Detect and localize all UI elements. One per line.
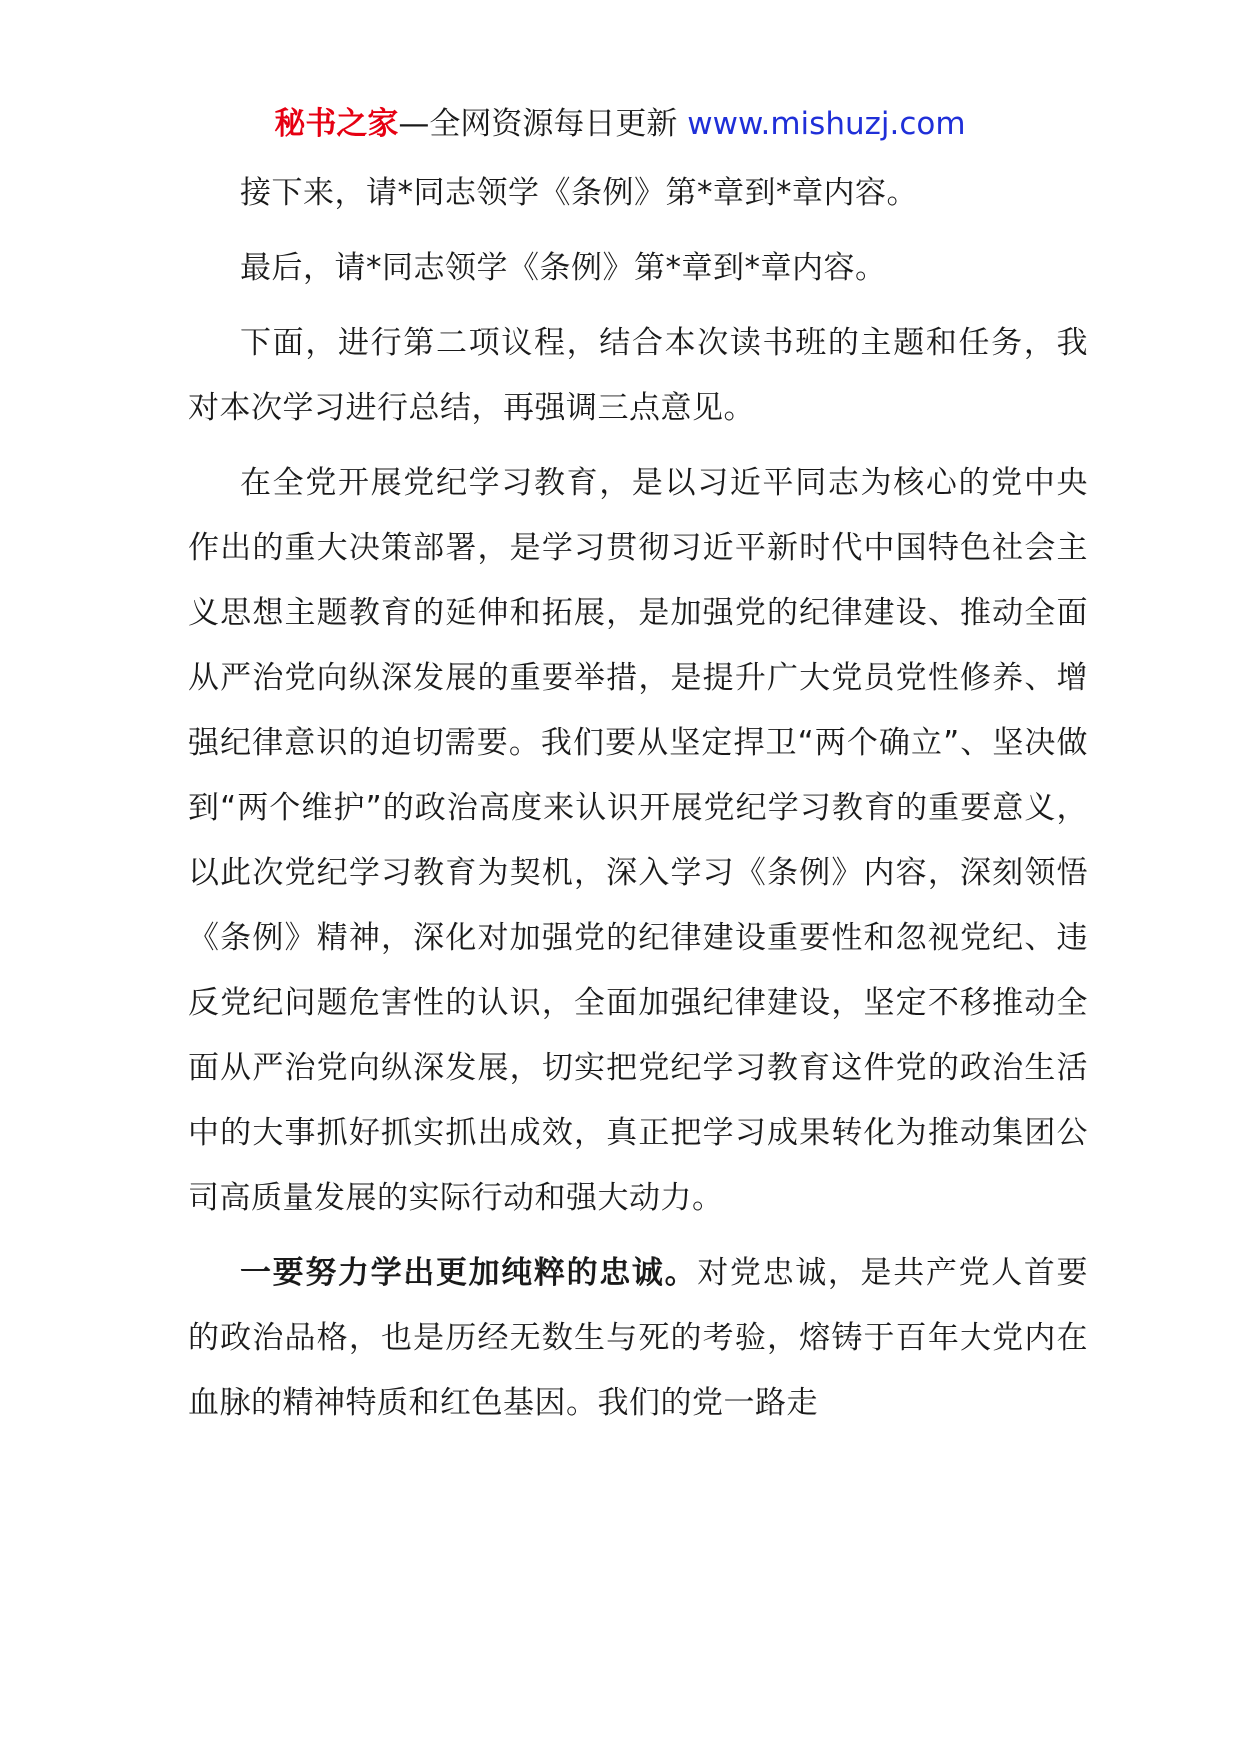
header-tagline: —全网资源每日更新 <box>398 106 688 142</box>
page-header <box>0 102 1240 146</box>
paragraph <box>188 236 1088 301</box>
paragraph-heading: 一要努力学出更加纯粹的忠诚。 <box>240 1255 698 1291</box>
paragraph-text: 下面，进行第二项议程，结合本次读书班的主题和任务，我对本次学习进行总结，再强调三点意见。 <box>188 325 1088 426</box>
paragraph <box>188 1241 1088 1436</box>
paragraph-text: 对党忠诚，是共产党人首要的政治品格，也是历经无数生与死的考验，熔铸于百年大党内在血脉的精神特质和红色基因。我们的党一路走 <box>188 1255 1089 1421</box>
brand-name: 秘书之家 <box>274 106 399 142</box>
paragraph <box>188 161 1088 226</box>
paragraph-text: 接下来，请*同志领学《条例》第*章到*章内容。 <box>240 175 918 211</box>
paragraph <box>188 311 1088 441</box>
paragraph-text: 在全党开展党纪学习教育，是以习近平同志为核心的党中央作出的重大决策部署，是学习贯彻习近平新时代中国特色社会主义思想主题教育的延伸和拓展，是加强党的纪律建设、推动全面从严治党向纵深发展的重要举措，是提升广大党员党性修养、增强纪律意识的迫切需要。我们要从坚定捍卫“两个确立”、坚决做到“两个维护”的政治高度来认识开展党纪学习教育的重要意义，以此次党纪学习教育为契机，深入学习《条例》内容，深刻领悟《条例》精神，深化对加强党的纪律建设重要性和忽视党纪、违反党纪问题危害性的认识，全面加强纪律建设，坚定不移推动全面从严治党向纵深发展，切实把党纪学习教育这件党的政治生活中的大事抓好抓实抓出成效，真正把学习成果转化为推动集团公司高质量发展的实际行动和强大动力。 <box>188 465 1088 1216</box>
paragraph <box>188 451 1088 1231</box>
website-link[interactable]: www.mishuzj.com <box>687 106 966 142</box>
paragraph-text: 最后，请*同志领学《条例》第*章到*章内容。 <box>240 250 887 286</box>
document-body <box>188 161 1088 1446</box>
